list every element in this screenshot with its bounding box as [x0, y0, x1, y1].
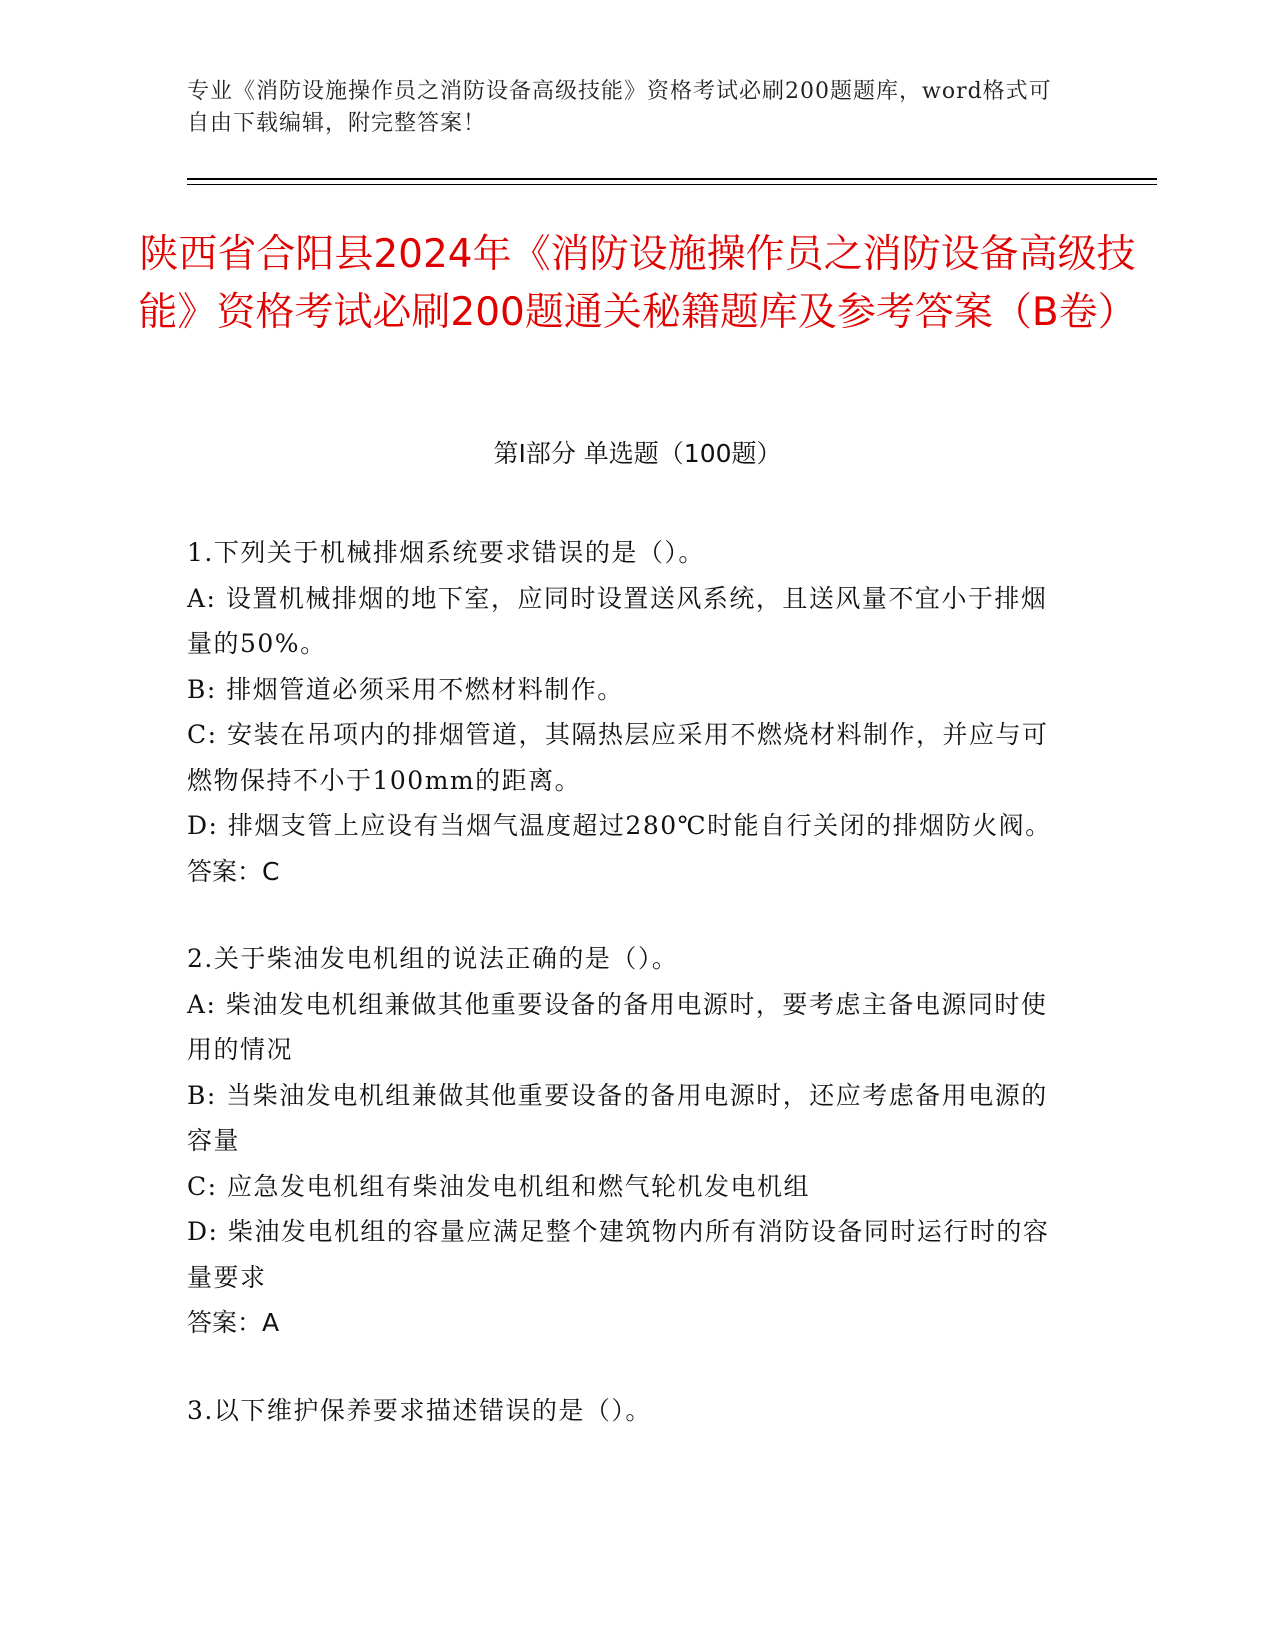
header-divider-thick — [187, 178, 1157, 180]
option-a: A: 柴油发电机组兼做其他重要设备的备用电源时，要考虑主备电源同时使用的情况 — [187, 989, 1048, 1064]
option-d: D: 柴油发电机组的容量应满足整个建筑物内所有消防设备同时运行时的容量要求 — [187, 1217, 1050, 1292]
question-stem: 2.关于柴油发电机组的说法正确的是（）。 — [187, 944, 679, 973]
question-3 — [187, 1388, 1067, 1434]
answer: 答案：C — [187, 856, 280, 886]
section-heading: 第Ⅰ部分 单选题（100题） — [493, 439, 782, 468]
document-title: 陕西省合阳县2024年《消防设施操作员之消防设备高级技能》资格考试必刷200题通关秘籍题库及参考答案（B卷） — [138, 232, 1137, 335]
question-2 — [187, 936, 1067, 1346]
option-c: C: 安装在吊项内的排烟管道，其隔热层应采用不燃烧材料制作，并应与可燃物保持不小于100mm的距离。 — [187, 720, 1049, 795]
question-stem: 1.下列关于机械排烟系统要求错误的是（）。 — [187, 538, 705, 567]
question-list — [187, 530, 1067, 1475]
header-divider-thin — [187, 184, 1157, 185]
option-c: C: 应急发电机组有柴油发电机组和燃气轮机发电机组 — [187, 1171, 811, 1201]
option-b: B: 排烟管道必须采用不燃材料制作。 — [187, 674, 624, 704]
option-a: A: 设置机械排烟的地下室，应同时设置送风系统，且送风量不宜小于排烟量的50%。 — [187, 583, 1048, 658]
question-1 — [187, 530, 1067, 894]
header-note: 专业《消防设施操作员之消防设备高级技能》资格考试必刷200题题库，word格式可自由下载编辑，附完整答案！ — [187, 79, 1052, 136]
option-d: D: 排烟支管上应设有当烟气温度超过280℃时能自行关闭的排烟防火阀。 — [187, 811, 1052, 840]
question-stem: 3.以下维护保养要求描述错误的是（）。 — [187, 1395, 652, 1425]
option-b: B: 当柴油发电机组兼做其他重要设备的备用电源时，还应考虑备用电源的容量 — [187, 1080, 1048, 1155]
answer: 答案：A — [187, 1308, 280, 1337]
